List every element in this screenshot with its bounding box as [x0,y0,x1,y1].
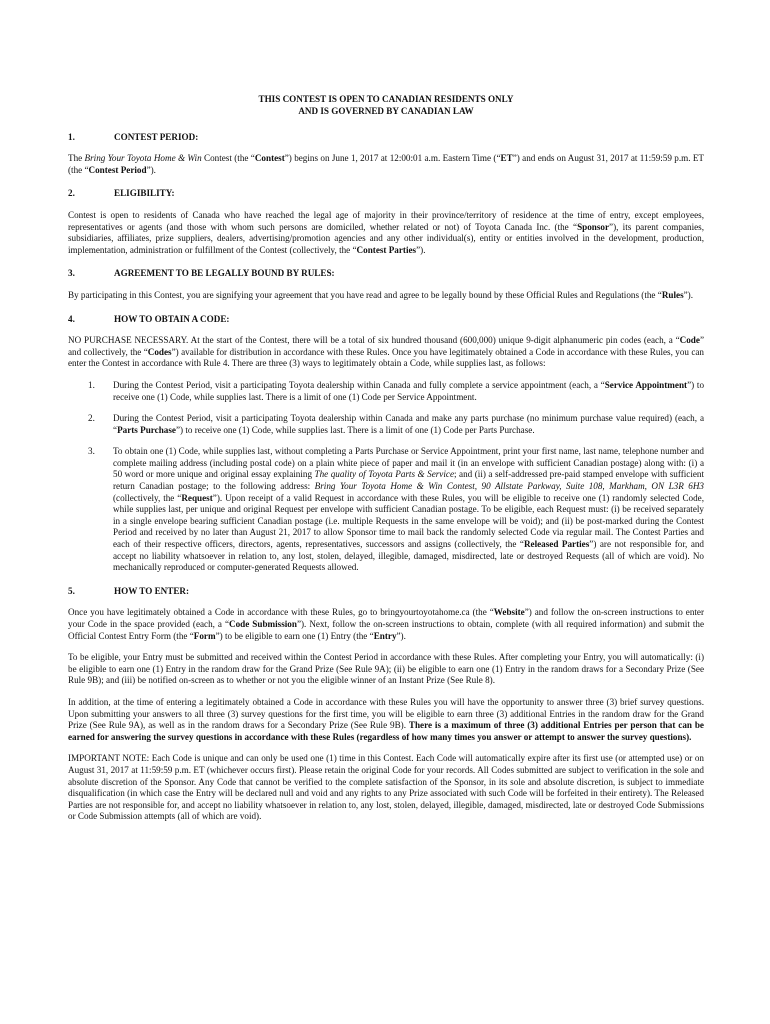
list-item [88,380,704,403]
section-5-header [68,586,704,598]
section-2-paragraph: Contest is open to residents of Canada who have reached the legal age of majority in their province/territory of residence at the time of entry, except employees, representatives or agents (and those with whom such persons are domiciled, whether related or not) of Toyota Canada Inc. (the “Sponsor”), its parent companies, subsidiaries, affiliates, prize suppliers, dealers, advertising/promotion agencies and any other individual(s), entity or entities involved in the development, production, implementation, administration or fulfillment of the Contest (collectively, the “Contest Parties”). [68,209,704,255]
section-5-paragraph-2: To be eligible, your Entry must be submitted and received within the Contest Period in accordance with these Rules. After completing your Entry, you will automatically: (i) be eligible to earn one (1) Entry in the random draw for the Grand Prize (See Rule 9A); (ii) be eligible to earn one (1) Entry in the random draws for a Secondary Prize (See Rule 9B); and (iii) be notified on-screen as to whether or not you the eligible winner of an Instant Prize (See Rule 8). [68,652,704,686]
section-title: CONTEST PERIOD: [114,131,199,142]
section-2-header [68,188,704,200]
section-5-paragraph-4: IMPORTANT NOTE: Each Code is unique and can only be used one (1) time in this Contest. Each Code will automatically expire after its first use (or attempted use) or on August 31, 2017 at 11:59:59 p.m. ET (whichever occurs first). Please retain the original Code for your records. All Codes submitted are subject to verification in the sole and absolute discretion of the Sponsor. Any Code that cannot be verified to the complete satisfaction of the Sponsor, in its sole and absolute discretion, is subject to immediate disqualification (in which case the Entry will be declared null and void and any rights to any Prize associated with such Code will be forfeited in their entirety). The Released Parties are not responsible for, and accept no liability whatsoever in relation to, any lost, stolen, delayed, illegible, damaged, misdirected, late or destroyed Code Submissions or Code Submission attempts (all of which are void). [68,753,704,822]
section-number: 5. [68,585,75,596]
section-number: 4. [68,313,75,324]
section-1-header [68,132,704,144]
list-item-number: 1. [88,379,95,390]
section-title: HOW TO ENTER: [114,585,190,596]
section-1-paragraph: The Bring Your Toyota Home & Win Contest (the “Contest”) begins on June 1, 2017 at 12:00:01 a.m. Eastern Time (“ET”) and ends on August 31, 2017 at 11:59:59 p.m. ET (the “Contest Period”). [68,153,705,175]
section-title: ELIGIBILITY: [114,188,175,199]
list-item-text: To obtain one (1) Code, while supplies last, without completing a Parts Purchase or Service Appointment, print your first name, last name, telephone number and complete mailing address (including postal code) on a plain white piece of paper and mail it (in an envelope with sufficient Canadian postage) along with: (i) a 50 word or more unique and original essay explaining The quality of Toyota Parts & Service; and (ii) a self-addressed pre-paid stamped envelope with sufficient return Canadian postage; to the following address: Bring Your Toyota Home & Win Contest, 90 Allstate Parkway, Suite 108, Markham, ON L3R 6H3 (collectively, the “Request”). Upon receipt of a valid Request in accordance with these Rules, you will be eligible to receive one (1) randomly selected Code, while supplies last, per unique and original Request per envelope with sufficient Canadian postage. To be eligible, each Request must: (i) be received separately in a single envelope bearing sufficient Canadian postage (i.e. multiple Requests in the same envelope will be void); and (ii) be post-marked during the Contest Period and received by no later than August 21, 2017 to allow Sponsor time to mail back the randomly selected Code via regular mail. The Contest Parties and each of their respective officers, directors, agents, representatives, successors and assigns (collectively, the “Released Parties”) are not responsible for, and accept no liability whatsoever in relation to, any lost, stolen, delayed, illegible, damaged, misdirected, late or destroyed Requests (all of which are void). No mechanically reproduced or computer-generated Requests allowed. [113,446,704,573]
section-number: 3. [68,268,75,279]
list-item-text: During the Contest Period, visit a participating Toyota dealership within Canada and fully complete a service appointment (each, a “Service Appointment”) to receive one (1) Code, while supplies last. There is a limit of one (1) Code per Service Appointment. [113,379,705,402]
section-title: HOW TO OBTAIN A CODE: [114,313,230,324]
list-item [88,446,704,574]
list-item-number: 3. [88,446,95,457]
list-item [88,413,704,436]
section-number: 1. [68,131,75,142]
section-title: AGREEMENT TO BE LEGALLY BOUND BY RULES: [114,268,335,279]
document-page [68,94,704,823]
section-5-paragraph-1: Once you have legitimately obtained a Code in accordance with these Rules, go to bringyourtoyotahome.ca (the “Website”) and follow the on-screen instructions to enter your Code in the space provided (each, a “Code Submission”). Next, follow the on-screen instructions to obtain, complete (with all required information) and submit the Official Contest Entry Form (the “Form”) to be eligible to earn one (1) Entry (the “Entry”). [68,607,704,641]
heading-line-2: AND IS GOVERNED BY CANADIAN LAW [298,105,474,116]
section-4-paragraph: NO PURCHASE NECESSARY. At the start of the Contest, there will be a total of six hundred thousand (600,000) unique 9-digit alphanumeric pin codes (each, a “Code” and collectively, the “Codes”) available for distribution in accordance with these Rules. Once you have legitimately obtained a Code in accordance with these Rules, you can enter the Contest in accordance with Rule 4. There are three (3) ways to legitimately obtain a Code, while supplies last, as follows: [68,335,704,369]
section-5-paragraph-3: In addition, at the time of entering a legitimately obtained a Code in accordance with these Rules you will have the opportunity to answer three (3) brief survey questions. Upon submitting your answers to all three (3) survey questions for the first time, you will be eligible to earn three (3) additional Entries in the random draw for the Grand Prize (See Rule 9A), as well as in the random draws for a Secondary Prize (See Rule 9B). There is a maximum of three (3) additional Entries per person that can be earned for answering the survey questions in accordance with these Rules (regardless of how many times you answer or attempt to answer the survey questions). [68,696,704,742]
section-number: 2. [68,188,75,199]
section-4-header [68,314,704,326]
section-3-header [68,268,704,280]
document-heading [68,94,704,118]
list-item-text: During the Contest Period, visit a participating Toyota dealership within Canada and make any parts purchase (no minimum purchase value required) (each, a “Parts Purchase”) to receive one (1) Code, while supplies last. There is a limit of one (1) Code per Parts Purchase. [113,413,704,435]
heading-line-1: THIS CONTEST IS OPEN TO CANADIAN RESIDENTS ONLY [258,94,514,104]
section-3-paragraph: By participating in this Contest, you are signifying your agreement that you have read and agree to be legally bound by these Official Rules and Regulations (the “Rules”). [68,289,693,300]
list-item-number: 2. [88,413,95,424]
